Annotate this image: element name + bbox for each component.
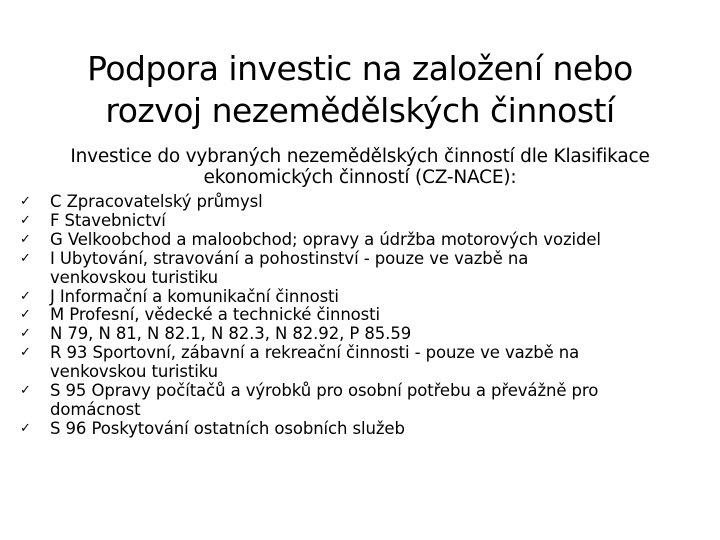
list-item-text: G Velkoobchod a maloobchod; opravy a údržba motorových vozidel <box>50 229 601 249</box>
list-item <box>20 250 710 288</box>
check-mark-icon: ✓ <box>20 231 31 247</box>
list-item <box>20 212 710 231</box>
list-item-text-continued: venkovskou turistiku <box>50 362 219 382</box>
activity-list <box>20 193 710 439</box>
check-mark-icon: ✓ <box>20 326 31 342</box>
list-item-text: R 93 Sportovní, zábavní a rekreační činnosti - pouze ve vazbě na <box>50 343 580 363</box>
slide-title-line: rozvoj nezemědělských činností <box>105 91 615 131</box>
slide-title <box>30 48 690 132</box>
list-item <box>20 193 710 212</box>
check-mark-icon: ✓ <box>20 288 31 304</box>
list-item <box>20 420 710 439</box>
slide-title-line: Podpora investic na založení nebo <box>87 49 633 89</box>
check-mark-icon: ✓ <box>20 383 31 399</box>
check-mark-icon: ✓ <box>20 307 31 323</box>
check-mark-icon: ✓ <box>20 212 31 228</box>
list-item-text: I Ubytování, stravování a pohostinství - pouze ve vazbě na <box>50 248 529 268</box>
list-item-text: S 96 Poskytování ostatních osobních služeb <box>50 418 405 438</box>
slide-subtitle <box>10 146 710 188</box>
check-mark-icon: ✓ <box>20 420 31 436</box>
list-item-text-continued: domácnost <box>50 399 141 419</box>
list-item <box>20 325 710 344</box>
subtitle-line: ekonomických činností (CZ-NACE): <box>203 167 517 188</box>
list-item-text: F Stavebnictví <box>50 210 166 230</box>
check-mark-icon: ✓ <box>20 345 31 361</box>
list-item-text: C Zpracovatelský průmysl <box>50 192 263 211</box>
list-item-text: N 79, N 81, N 82.1, N 82.3, N 82.92, P 85.59 <box>50 324 412 344</box>
list-item <box>20 344 710 382</box>
check-mark-icon: ✓ <box>20 194 31 209</box>
list-item <box>20 382 710 420</box>
list-item-text: J Informační a komunikační činnosti <box>50 286 339 306</box>
subtitle-line: Investice do vybraných nezemědělských činností dle Klasifikace <box>70 146 650 167</box>
list-item <box>20 306 710 325</box>
list-item-text: S 95 Opravy počítačů a výrobků pro osobní potřebu a převážně pro <box>50 381 599 401</box>
check-mark-icon: ✓ <box>20 250 31 266</box>
list-item <box>20 288 710 307</box>
list-item-text: M Profesní, vědecké a technické činnosti <box>50 305 381 325</box>
list-item-text-continued: venkovskou turistiku <box>50 267 219 287</box>
list-item <box>20 231 710 250</box>
